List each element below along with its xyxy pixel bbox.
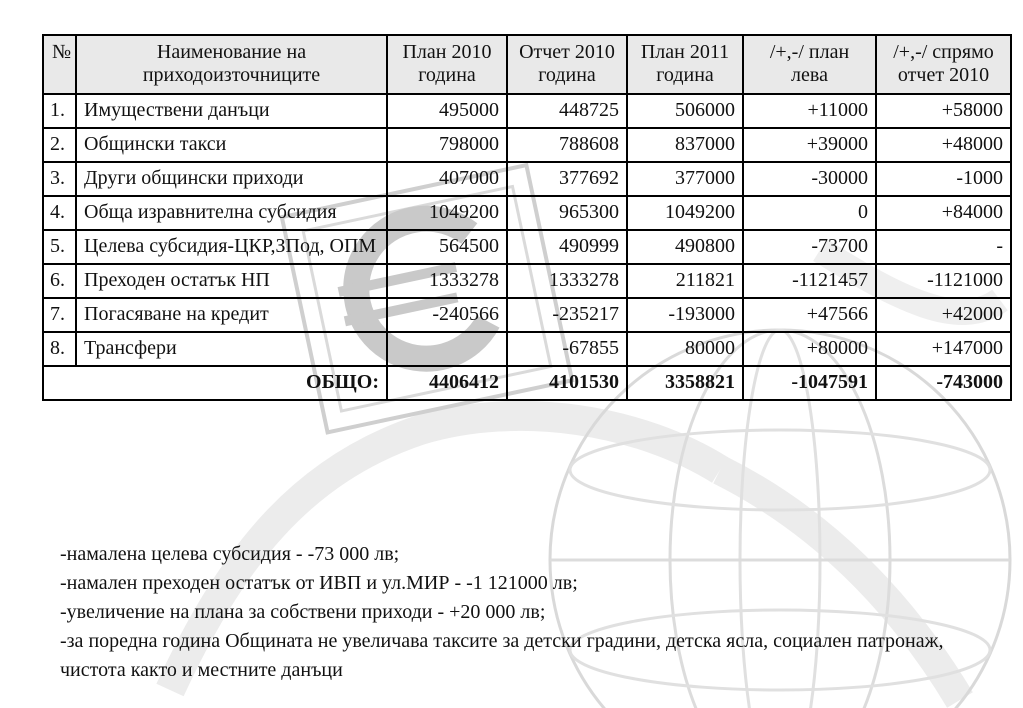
row-name: Преходен остатък НП: [76, 264, 387, 298]
row-name: Трансфери: [76, 332, 387, 366]
row-name: Обща изравнителна субсидия: [76, 196, 387, 230]
row-plan-2011: 837000: [627, 128, 743, 162]
total-report-2010: 4101530: [507, 366, 627, 400]
row-number: 1.: [43, 94, 76, 128]
row-diff-report: +84000: [876, 196, 1011, 230]
row-diff-report: -1000: [876, 162, 1011, 196]
table-row: [43, 162, 1011, 196]
header-report-2010: Отчет 2010 година: [507, 35, 627, 94]
note-item: -намален преходен остатък от ИВП и ул.МИР - -1 121000 лв;: [60, 572, 578, 594]
row-number: 2.: [43, 128, 76, 162]
row-plan-2011: 490800: [627, 230, 743, 264]
row-report-2010: 788608: [507, 128, 627, 162]
row-plan-2011: -193000: [627, 298, 743, 332]
row-report-2010: 965300: [507, 196, 627, 230]
row-diff-report: +42000: [876, 298, 1011, 332]
total-diff-plan: -1047591: [743, 366, 876, 400]
note-item: -за поредна година Общината не увеличава таксите за детски градини, детска ясла, социален патронаж, чистота както и местните данъци: [60, 630, 944, 681]
row-number: 5.: [43, 230, 76, 264]
row-diff-report: -1121000: [876, 264, 1011, 298]
table-row: [43, 298, 1011, 332]
header-plan-2011: План 2011 година: [627, 35, 743, 94]
row-diff-plan: +47566: [743, 298, 876, 332]
row-diff-report: +48000: [876, 128, 1011, 162]
row-number: 4.: [43, 196, 76, 230]
row-report-2010: 448725: [507, 94, 627, 128]
row-diff-plan: +39000: [743, 128, 876, 162]
row-report-2010: -235217: [507, 298, 627, 332]
table-row: [43, 128, 1011, 162]
row-plan-2010: 407000: [387, 162, 507, 196]
row-plan-2010: 1049200: [387, 196, 507, 230]
row-diff-plan: +80000: [743, 332, 876, 366]
row-name: Целева субсидия-ЦКР,ЗПод, ОПМ: [76, 230, 387, 264]
row-name: Погасяване на кредит: [76, 298, 387, 332]
row-name: Имуществени данъци: [76, 94, 387, 128]
row-diff-plan: 0: [743, 196, 876, 230]
table-row: [43, 94, 1011, 128]
header-diff-report: /+,-/ спрямо отчет 2010: [876, 35, 1011, 94]
table-row: [43, 264, 1011, 298]
notes-list: [60, 540, 1010, 685]
row-diff-plan: -30000: [743, 162, 876, 196]
note-item: -увеличение на плана за собствени приходи - +20 000 лв;: [60, 601, 546, 623]
header-number: №: [43, 35, 76, 94]
row-plan-2011: 1049200: [627, 196, 743, 230]
header-plan-2010: План 2010 година: [387, 35, 507, 94]
table-row: [43, 230, 1011, 264]
total-label: ОБЩО:: [43, 366, 387, 400]
row-plan-2010: 564500: [387, 230, 507, 264]
note-item: -намалена целева субсидия - -73 000 лв;: [60, 543, 400, 565]
total-diff-report: -743000: [876, 366, 1011, 400]
row-diff-plan: +11000: [743, 94, 876, 128]
row-plan-2011: 377000: [627, 162, 743, 196]
row-plan-2010: [387, 332, 507, 366]
row-diff-report: +147000: [876, 332, 1011, 366]
revenue-table: [42, 34, 1012, 401]
row-plan-2010: 798000: [387, 128, 507, 162]
row-report-2010: -67855: [507, 332, 627, 366]
row-number: 6.: [43, 264, 76, 298]
table-row: [43, 332, 1011, 366]
total-row: [43, 366, 1011, 400]
table-header-row: [43, 35, 1011, 94]
header-diff-plan: /+,-/ план лева: [743, 35, 876, 94]
row-number: 8.: [43, 332, 76, 366]
total-plan-2010: 4406412: [387, 366, 507, 400]
row-name: Други общински приходи: [76, 162, 387, 196]
row-diff-plan: -73700: [743, 230, 876, 264]
header-revenue-source: Наименование на приходоизточниците: [76, 35, 387, 94]
row-diff-plan: -1121457: [743, 264, 876, 298]
total-plan-2011: 3358821: [627, 366, 743, 400]
row-number: 3.: [43, 162, 76, 196]
row-plan-2011: 211821: [627, 264, 743, 298]
row-report-2010: 1333278: [507, 264, 627, 298]
row-number: 7.: [43, 298, 76, 332]
row-plan-2011: 506000: [627, 94, 743, 128]
row-plan-2011: 80000: [627, 332, 743, 366]
table-row: [43, 196, 1011, 230]
row-plan-2010: 1333278: [387, 264, 507, 298]
row-diff-report: -: [876, 230, 1011, 264]
row-name: Общински такси: [76, 128, 387, 162]
row-report-2010: 377692: [507, 162, 627, 196]
row-plan-2010: -240566: [387, 298, 507, 332]
row-diff-report: +58000: [876, 94, 1011, 128]
row-report-2010: 490999: [507, 230, 627, 264]
row-plan-2010: 495000: [387, 94, 507, 128]
